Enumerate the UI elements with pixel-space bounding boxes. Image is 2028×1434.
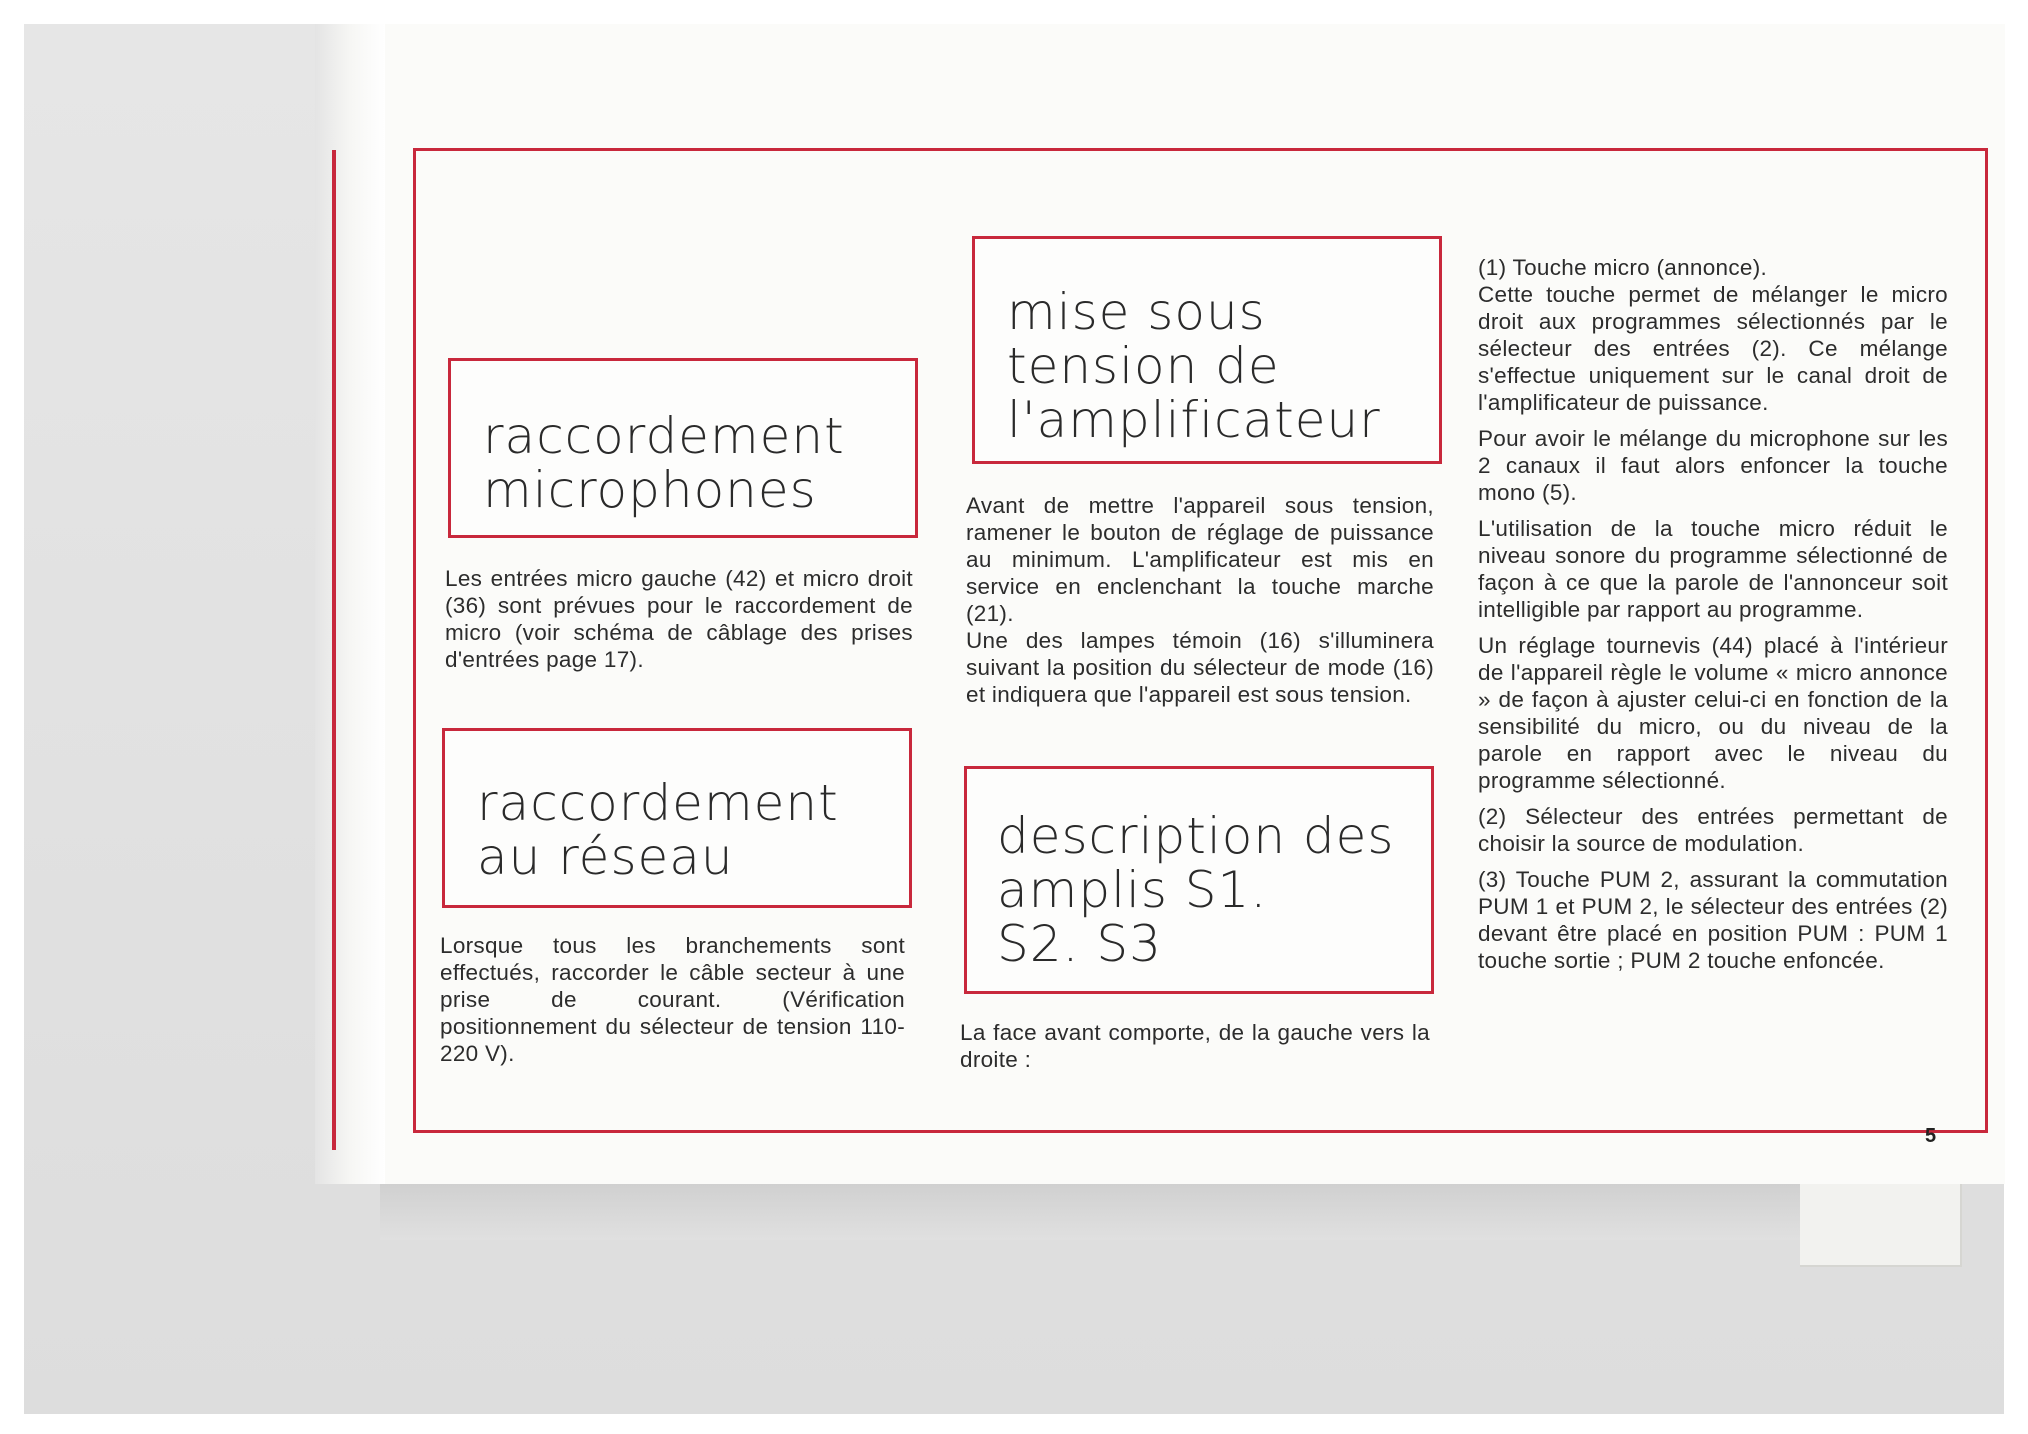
- page-number: 5: [1925, 1125, 1937, 1147]
- section-title: raccordement microphones: [483, 407, 845, 519]
- paragraph: Lorsque tous les branchements sont effectués, raccorder le câble secteur à une prise de courant. (Vérification positionnement du sélecteur de tension 110-220 V).: [440, 933, 905, 1066]
- section-body-description-amplis: [960, 1019, 1430, 1082]
- underlying-page-edge: [1800, 1170, 1962, 1267]
- section-title-box-description-amplis: [964, 766, 1434, 994]
- paragraph: (2) Sélecteur des entrées permettant de choisir la source de modulation.: [1478, 804, 1948, 856]
- section-body-raccordement-microphones: [445, 565, 913, 682]
- paragraph: La face avant comporte, de la gauche vers la droite :: [960, 1020, 1430, 1072]
- spine-red-edge: [332, 150, 336, 1150]
- paragraph: L'utilisation de la touche micro réduit le niveau sonore du programme sélectionné de façon à ce que la parole de l'annonceur soit intelligible par rapport au programme.: [1478, 516, 1948, 622]
- section-title: description des amplis S1. S2. S3: [997, 807, 1395, 973]
- paragraph: Un réglage tournevis (44) placé à l'intérieur de l'appareil règle le volume « micro annonce » de façon à ajuster celui-ci en fonction de la sensibilité du micro, ou du niveau de la parole en rapport avec le niveau du programme sélectionné.: [1478, 633, 1948, 793]
- section-title: mise sous tension de l'amplificateur: [1007, 283, 1381, 449]
- paragraph: Une des lampes témoin (16) s'illuminera suivant la position du sélecteur de mode (16) et indiquera que l'appareil est sous tension.: [966, 628, 1434, 707]
- paragraph: Pour avoir le mélange du microphone sur les 2 canaux il faut alors enfoncer la touche mono (5).: [1478, 426, 1948, 505]
- paragraph: (1) Touche micro (annonce).: [1478, 255, 1768, 280]
- paragraph: Avant de mettre l'appareil sous tension, ramener le bouton de réglage de puissance au minimum. L'amplificateur est mis en service en enclenchant la touche marche (21).: [966, 493, 1434, 626]
- section-title: raccordement au réseau: [477, 774, 839, 886]
- paragraph: (3) Touche PUM 2, assurant la commutation PUM 1 et PUM 2, le sélecteur des entrées (2) devant être placé en position PUM : PUM 1 touche sortie ; PUM 2 touche enfoncée.: [1478, 867, 1948, 973]
- section-body-raccordement-reseau: [440, 932, 905, 1076]
- section-title-box-mise-sous-tension: [972, 236, 1442, 464]
- paragraph: Les entrées micro gauche (42) et micro droit (36) sont prévues pour le raccordement de micro (voir schéma de câblage des prises d'entrées page 17).: [445, 566, 913, 672]
- section-body-mise-sous-tension: [966, 492, 1434, 717]
- right-column-text: [1478, 254, 1948, 983]
- section-title-box-raccordement-reseau: [442, 728, 912, 908]
- booklet-spine: [315, 24, 385, 1184]
- page-shadow: [380, 1180, 1960, 1240]
- paragraph: Cette touche permet de mélanger le micro droit aux programmes sélectionnés par le sélecteur des entrées (2). Ce mélange s'effectue uniquement sur le canal droit de l'amplificateur de puissance.: [1478, 282, 1948, 415]
- section-title-box-raccordement-microphones: [448, 358, 918, 538]
